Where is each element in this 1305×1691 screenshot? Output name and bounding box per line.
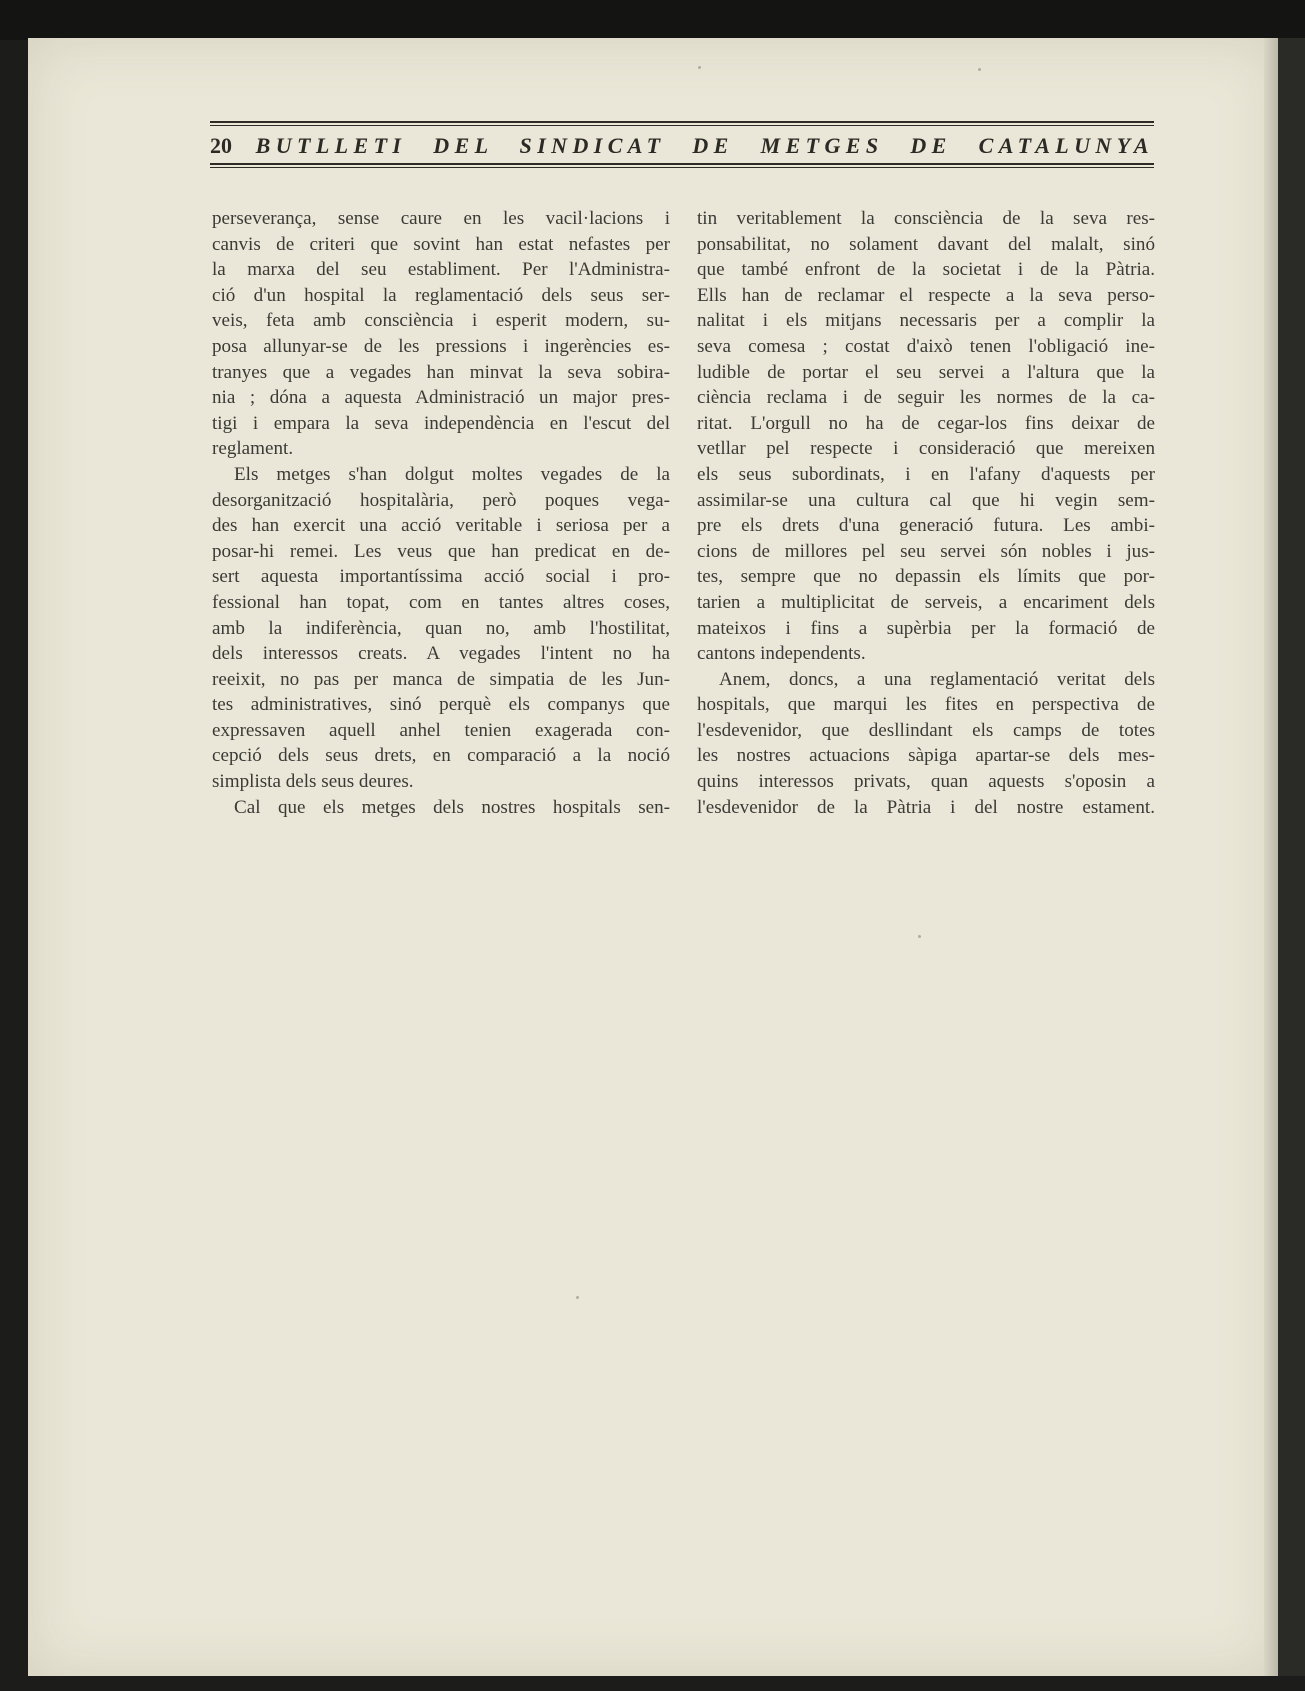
text-line: cantons independents. xyxy=(697,643,866,665)
text-line: ritat. L'orgull no ha de cegar-los fins deixar de xyxy=(697,412,1155,434)
text-line: assimilar-se una cultura cal que hi vegin sem- xyxy=(697,489,1155,511)
text-line: dels interessos creats. A vegades l'intent no ha xyxy=(212,643,670,665)
text-line: pre els drets d'una generació futura. Les ambi- xyxy=(697,515,1155,537)
text-line: Cal que els metges dels nostres hospitals sen- xyxy=(234,796,670,818)
text-line: la marxa del seu establiment. Per l'Administra- xyxy=(212,259,670,281)
paper-speck xyxy=(918,935,921,938)
text-line: posa allunyar-se de les pressions i ingerències es- xyxy=(212,335,670,357)
scan-background xyxy=(0,0,1305,40)
text-line: amb la indiferència, quan no, amb l'hostilitat, xyxy=(212,617,670,639)
text-line: cions de millores pel seu servei són nobles i jus- xyxy=(697,540,1155,562)
text-line: cepció dels seus drets, en comparació a la noció xyxy=(212,745,670,767)
text-line: vetllar pel respecte i consideració que mereixen xyxy=(697,438,1155,460)
text-line: reeixit, no pas per manca de simpatia de les Jun- xyxy=(212,668,670,690)
text-line: que també enfront de la societat i de la Pàtria. xyxy=(697,259,1155,281)
scan-border-right xyxy=(1278,38,1305,1676)
text-line: els seus subordinats, i en l'afany d'aquests per xyxy=(697,463,1155,485)
text-line: sert aquesta importantíssima acció social i pro- xyxy=(212,566,670,588)
header-rule-top xyxy=(210,121,1154,123)
text-line: ponsabilitat, no solament davant del malalt, sinó xyxy=(697,233,1155,255)
page-edge xyxy=(1264,38,1278,1676)
text-line: simplista dels seus deures. xyxy=(212,771,414,793)
text-line: l'esdevenidor, que desllindant els camps de totes xyxy=(697,719,1155,741)
text-line: Anem, doncs, a una reglamentació veritat dels xyxy=(719,668,1155,690)
text-line: expressaven aquell anhel tenien exagerada con- xyxy=(212,719,670,741)
text-line: hospitals, que marqui les fites en perspectiva de xyxy=(697,694,1155,716)
running-header xyxy=(210,121,1154,175)
header-text-row xyxy=(210,132,1154,160)
text-line: l'esdevenidor de la Pàtria i del nostre estament. xyxy=(697,796,1155,818)
text-line: les nostres actuacions sàpiga apartar-se dels mes- xyxy=(697,745,1155,767)
page-number: 20 xyxy=(210,133,232,158)
paper-speck xyxy=(978,68,981,71)
right-column xyxy=(697,206,1155,820)
text-line: seva comesa ; costat d'això tenen l'obligació ine- xyxy=(697,335,1155,357)
text-line: des han exercit una acció veritable i seriosa per a xyxy=(212,515,670,537)
text-line: reglament. xyxy=(212,438,294,460)
text-line: posar-hi remei. Les veus que han predicat en de- xyxy=(212,540,670,562)
text-line: ció d'un hospital la reglamentació dels seus ser- xyxy=(212,284,670,306)
text-line: nalitat i els mitjans necessaris per a complir la xyxy=(697,310,1155,332)
paper-speck xyxy=(576,1296,579,1299)
text-line: fessional han topat, com en tantes altres coses, xyxy=(212,591,670,613)
text-line: Els metges s'han dolgut moltes vegades de la xyxy=(234,463,670,485)
text-line: ciència reclama i de seguir les normes de la ca- xyxy=(697,387,1155,409)
left-column xyxy=(212,206,670,820)
text-line: quins interessos privats, quan aquests s'oposin a xyxy=(697,771,1155,793)
header-rule-top-thin xyxy=(210,125,1154,126)
text-line: veis, feta amb consciència i esperit modern, su- xyxy=(212,310,670,332)
text-line: perseverança, sense caure en les vacil·lacions i xyxy=(212,208,670,229)
header-rule-bottom-thin xyxy=(210,167,1154,168)
paper-speck xyxy=(698,66,701,69)
text-line: tigi i empara la seva independència en l'escut del xyxy=(212,412,670,434)
text-line: tes administratives, sinó perquè els companys que xyxy=(212,694,670,716)
text-line: mateixos i fins a supèrbia per la formació de xyxy=(697,617,1155,639)
text-line: Ells han de reclamar el respecte a la seva perso- xyxy=(697,284,1155,306)
text-line: tin veritablement la consciència de la seva res- xyxy=(697,208,1155,229)
header-rule-bottom xyxy=(210,163,1154,165)
text-line: desorganització hospitalària, però poques vega- xyxy=(212,489,670,511)
text-line: nia ; dóna a aquesta Administració un major pres- xyxy=(212,387,670,409)
text-line: ludible de portar el seu servei a l'altura que la xyxy=(697,361,1155,383)
text-line: tes, sempre que no depassin els límits que por- xyxy=(697,566,1155,588)
journal-title: BUTLLETI DEL SINDICAT DE METGES DE CATALUNYA xyxy=(255,133,1154,158)
text-line: tarien a multiplicitat de serveis, a encariment dels xyxy=(697,591,1155,613)
text-line: canvis de criteri que sovint han estat nefastes per xyxy=(212,233,670,255)
text-line: tranyes que a vegades han minvat la seva sobira- xyxy=(212,361,670,383)
